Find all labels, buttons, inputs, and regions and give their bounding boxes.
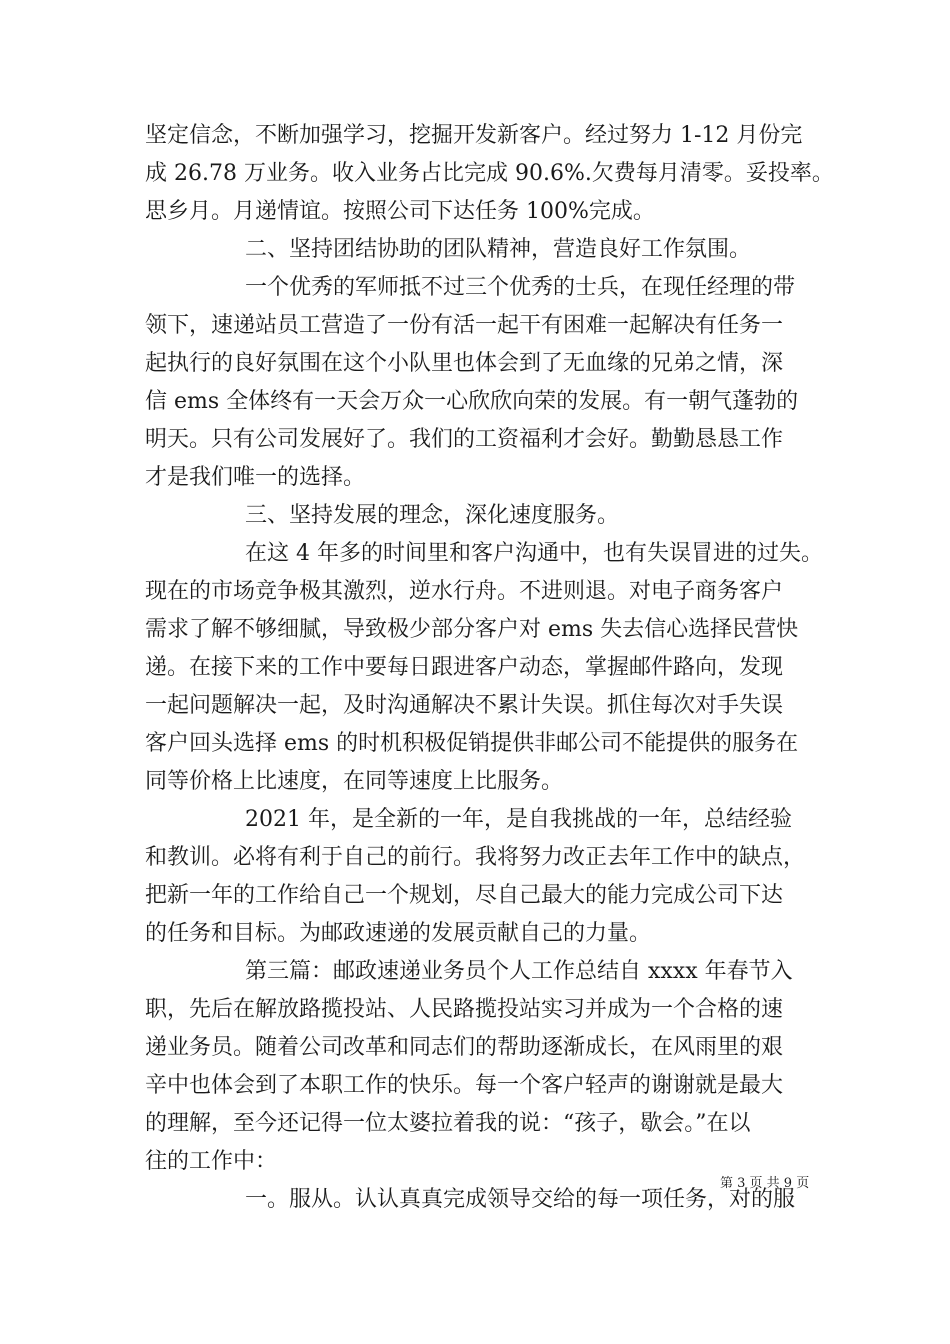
text-line: 现在的市场竞争极其激烈，逆水行舟。不进则退。对电子商务客户: [145, 579, 784, 604]
text-line: 一个优秀的军师抵不过三个优秀的士兵，在现任经理的带: [245, 275, 796, 300]
text-line: 往的工作中：: [145, 1149, 278, 1174]
text-line: 成 26.78 万业务。收入业务占比完成 90.6%.欠费每月清零。妥投率。: [145, 161, 834, 186]
text-line: 思乡月。月递情谊。按照公司下达任务 100%完成。: [145, 199, 655, 224]
text-line: 领下，速递站员工营造了一份有活一起干有困难一起解决有任务一: [145, 313, 784, 338]
text-line: 的理解，至今还记得一位太婆拉着我的说：“孩子，歇会。”在以: [145, 1111, 751, 1136]
text-line: 第三篇：邮政速递业务员个人工作总结自 xxxx 年春节入: [245, 959, 793, 984]
text-line: 才是我们唯一的选择。: [145, 465, 366, 490]
text-line: 需求了解不够细腻，导致极少部分客户对 ems 失去信心选择民营快: [145, 617, 799, 642]
text-line: 2021 年，是全新的一年，是自我挑战的一年，总结经验: [245, 807, 792, 832]
text-line: 明天。只有公司发展好了。我们的工资福利才会好。勤勤恳恳工作: [145, 427, 784, 452]
text-line: 把新一年的工作给自己一个规划，尽自己最大的能力完成公司下达: [145, 883, 784, 908]
text-line: 在这 4 年多的时间里和客户沟通中，也有失误冒进的过失。: [245, 541, 823, 566]
text-line: 递业务员。随着公司改革和同志们的帮助逐渐成长，在风雨里的艰: [145, 1035, 784, 1060]
text-line: 信 ems 全体终有一天会万众一心欣欣向荣的发展。有一朝气蓬勃的: [145, 389, 799, 414]
text-line: 辛中也体会到了本职工作的快乐。每一个客户轻声的谢谢就是最大: [145, 1073, 784, 1098]
text-line: 一起问题解决一起，及时沟通解决不累计失误。抓住每次对手失误: [145, 693, 784, 718]
text-line: 递。在接下来的工作中要每日跟进客户动态，掌握邮件路向，发现: [145, 655, 784, 680]
text-line: 职，先后在解放路揽投站、人民路揽投站实习并成为一个合格的速: [145, 997, 784, 1022]
section-heading: 二、坚持团结协助的团队精神，营造良好工作氛围。: [245, 237, 752, 262]
text-line: 坚定信念，不断加强学习，挖掘开发新客户。经过努力 1-12 月份完: [145, 123, 803, 148]
text-line: 起执行的良好氛围在这个小队里也体会到了无血缘的兄弟之情，深: [145, 351, 784, 376]
text-line: 一。服从。认认真真完成领导交给的每一项任务，对的服: [245, 1187, 796, 1212]
text-line: 的任务和目标。为邮政速递的发展贡献自己的力量。: [145, 921, 652, 946]
text-line: 和教训。必将有利于自己的前行。我将努力改正去年工作中的缺点，: [145, 845, 806, 870]
text-line: 同等价格上比速度，在同等速度上比服务。: [145, 769, 564, 794]
text-line: 客户回头选择 ems 的时机积极促销提供非邮公司不能提供的服务在: [145, 731, 799, 756]
page-number-footer: 第 3 页 共 9 页: [720, 1176, 810, 1191]
section-heading: 三、坚持发展的理念，深化速度服务。: [245, 503, 620, 528]
